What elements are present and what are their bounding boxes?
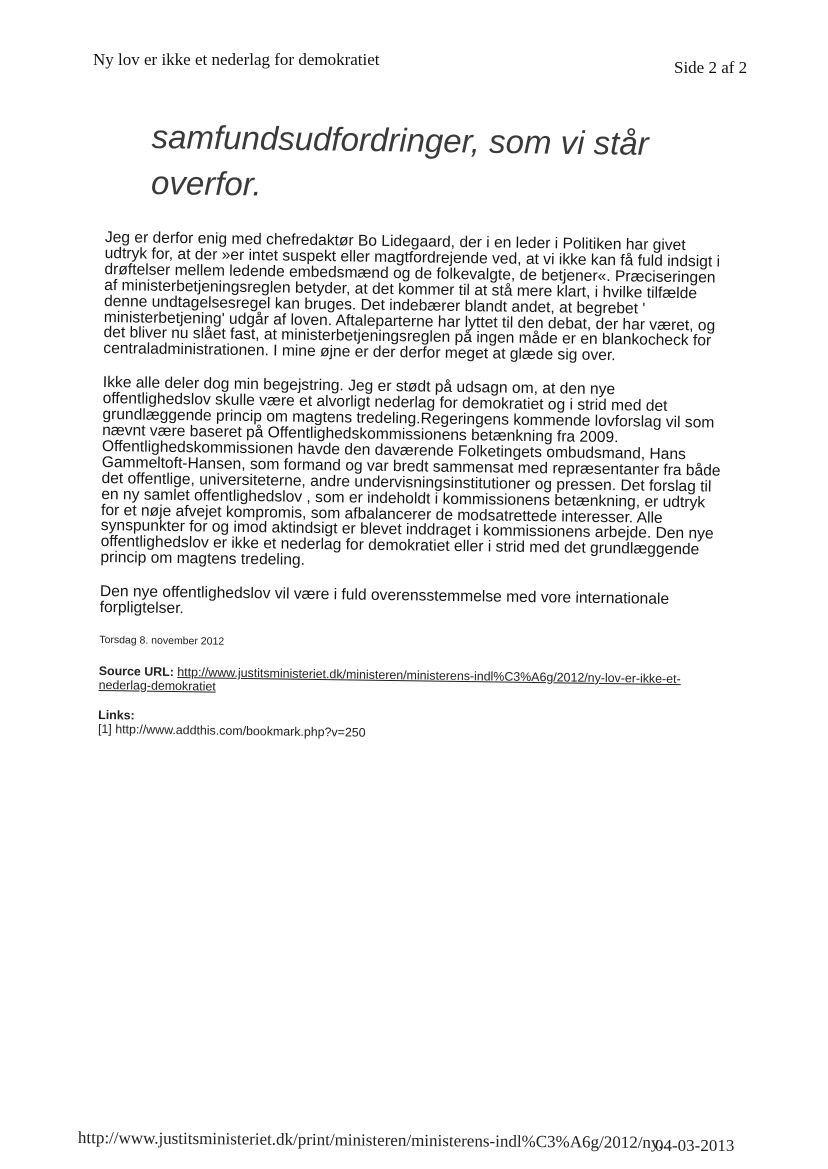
paragraph: Ikke alle deler dog min begejstring. Jeg er stødt på udsagn om, at den nye offentlighedslov skulle være et alvorligt nederlag for demokratiet og i strid med det grundlæggende princip om magtens tredeling.Regeringens kommende lovforslag vil som nævnt være baseret på Offentlighedskommissionens betænkning fra 2009. Offentlighedskommissionen havde den daværende Folketingets ombudsmand, Hans Gammeltoft-Hansen, som formand og var bredt sammensat med repræsentanter fra både det offentlige, universiteterne, andre undervisningsinstitutioner og pressen. Det forslag til en ny samlet offentlighedslov , som er indeholdt i kommissionens betænkning, er udtryk for et nøje afvejet kompromis, som afbalancerer de modsatrettede interesser. Alle synspunkter for og imod aktindsigt er blevet inddraget i kommissionens arbejde. Den nye offentlighedslov er ikke et nederlag for demokratiet eller i strid med det grundlæggende princip om magtens tredeling. (100, 374, 721, 570)
paragraph: Jeg er derfor enig med chefredaktør Bo Lidegaard, der i en leder i Politiken har givet udtryk for, at der »er intet suspekt eller magtfordrejende ved, at vi ikke kan få fuld indsigt i drøftelser mellem ledende embedsmænd og de folkevalgte, de betjener«. Præciseringen af ministerbetjeningsreglen betyder, at det kommer til at stå mere klart, i hvilke tilfælde denne undtagelsesregel kan bruges. Det indebærer blandt andet, at begrebet ' ministerbetjening' udgår af loven. Aftaleparterne har lyttet til den debat, der har været, og det bliver nu slået fast, at ministerbetjeningsreglen på ingen måde er en blankocheck for centraladministrationen. I mine øjne er der derfor meget at glæde sig over. (103, 229, 721, 365)
print-footer-date: 04-03-2013 (655, 1136, 735, 1155)
page-number: Side 2 af 2 (674, 58, 748, 77)
lead-fragment: samfundsudfordringer, som vi står overfor. (150, 117, 649, 203)
link-item[interactable]: [1] http://www.addthis.com/bookmark.php?v=250 (97, 721, 366, 740)
source-label: Source URL: (98, 663, 174, 679)
article-body (98, 230, 725, 745)
article-date: Torsdag 8. november 2012 (99, 633, 225, 648)
source-line (99, 664, 719, 701)
print-header-title: Ny lov er ikke et nederlag for demokratiet (93, 50, 380, 69)
source-url-link[interactable]: http://www.justitsministeriet.dk/ministeren/ministerens-indl%C3%A6g/2012/ny-lov-er-ikke-et-nederlag-demokratiet (98, 664, 681, 694)
print-footer-url: http://www.justitsministeriet.dk/print/ministeren/ministerens-indl%C3%A6g/2012/ny... (77, 1128, 672, 1153)
links-label: Links: (98, 707, 135, 723)
paragraph: Den nye offentlighedslov vil være i fuld overensstemmelse med vore internationale forpligtelser. (99, 583, 670, 618)
